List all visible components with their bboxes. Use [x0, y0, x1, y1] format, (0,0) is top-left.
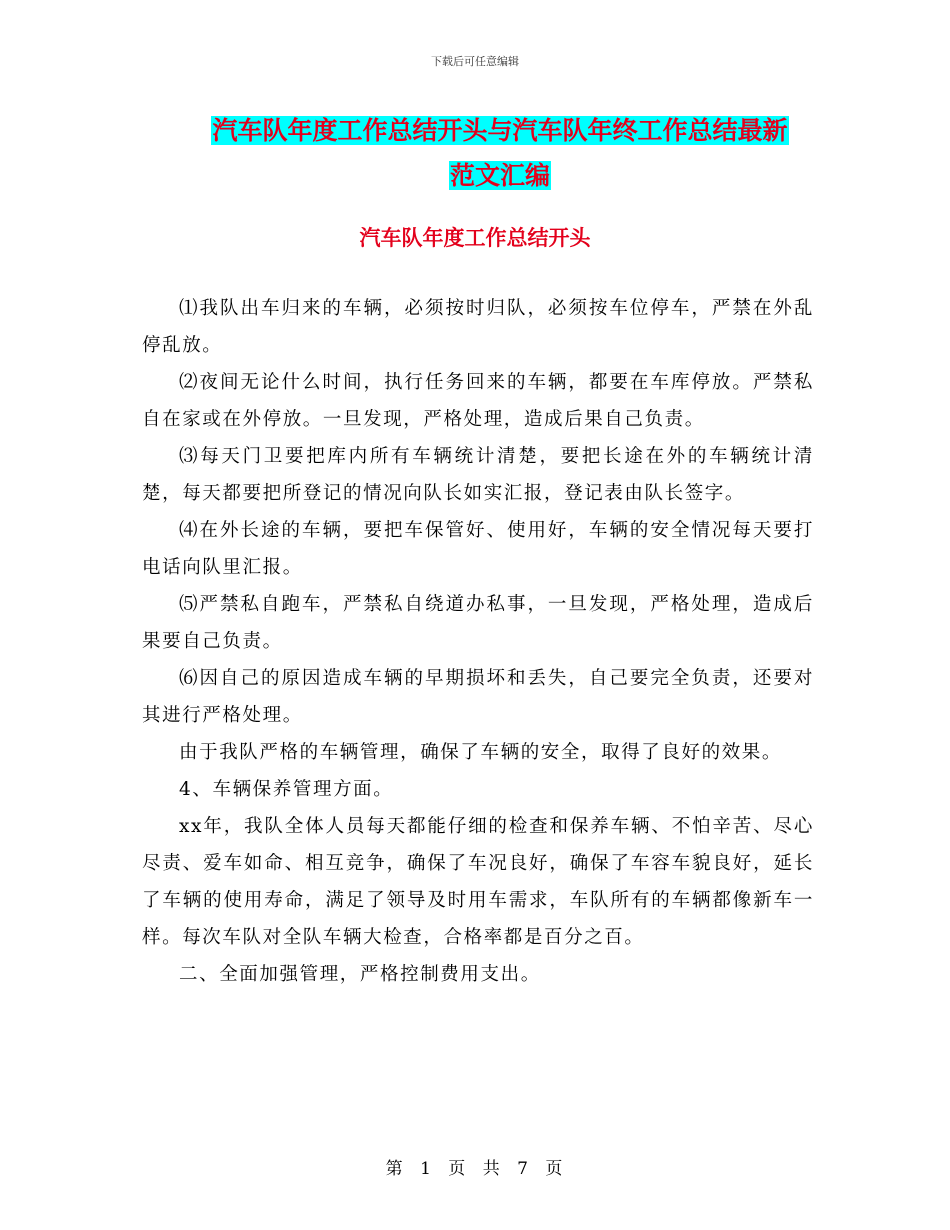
footer-page-label: 页 [448, 1159, 468, 1179]
header-note: 下载后可任意编辑 [431, 55, 519, 68]
footer-total-pages: 7 [517, 1159, 530, 1179]
body-text [142, 290, 814, 993]
title-line-2: 范文汇编 [449, 161, 550, 190]
paragraph: xx年，我队全体人员每天都能仔细的检查和保养车辆、不怕辛苦、尽心尽责、爱车如命、相互竞争，确保了车况良好，确保了车容车貌良好，延长了车辆的使用寿命，满足了领导及时用车需求，车队所有的车辆都像新车一样。每次车队对全队车辆大检查，合格率都是百分之百。 [142, 816, 814, 948]
footer-prefix: 第 [385, 1159, 405, 1179]
paragraph: ⑸严禁私自跑车，严禁私自绕道办私事，一旦发现，严格处理，造成后果要自己负责。 [142, 594, 814, 652]
paragraph: 二、全面加强管理，严格控制费用支出。 [179, 964, 541, 985]
footer-current-page: 1 [420, 1159, 433, 1179]
paragraph: ⑵夜间无论什么时间，执行任务回来的车辆，都要在车库停放。严禁私自在家或在外停放。一旦发现，严格处理，造成后果自己负责。 [142, 372, 814, 430]
paragraph: 4、车辆保养管理方面。 [179, 779, 394, 800]
paragraph: ⑴我队出车归来的车辆，必须按时归队，必须按车位停车，严禁在外乱停乱放。 [142, 298, 814, 356]
paragraph: ⑷在外长途的车辆，要把车保管好、使用好，车辆的安全情况每天要打电话向队里汇报。 [142, 520, 814, 578]
paragraph: ⑹因自己的原因造成车辆的早期损坏和丢失，自己要完全负责，还要对其进行严格处理。 [142, 668, 814, 726]
footer-total-label: 共 [482, 1159, 502, 1179]
page-footer [0, 1154, 950, 1179]
section-heading: 汽车队年度工作总结开头 [359, 226, 591, 250]
paragraph: ⑶每天门卫要把库内所有车辆统计清楚，要把长途在外的车辆统计清楚，每天都要把所登记的情况向队长如实汇报，登记表由队长签字。 [142, 446, 814, 504]
paragraph: 由于我队严格的车辆管理，确保了车辆的安全，取得了良好的效果。 [179, 742, 783, 763]
footer-suffix: 页 [545, 1159, 565, 1179]
document-title [150, 108, 850, 198]
title-line-1: 汽车队年度工作总结开头与汽车队年终工作总结最新 [212, 116, 788, 145]
